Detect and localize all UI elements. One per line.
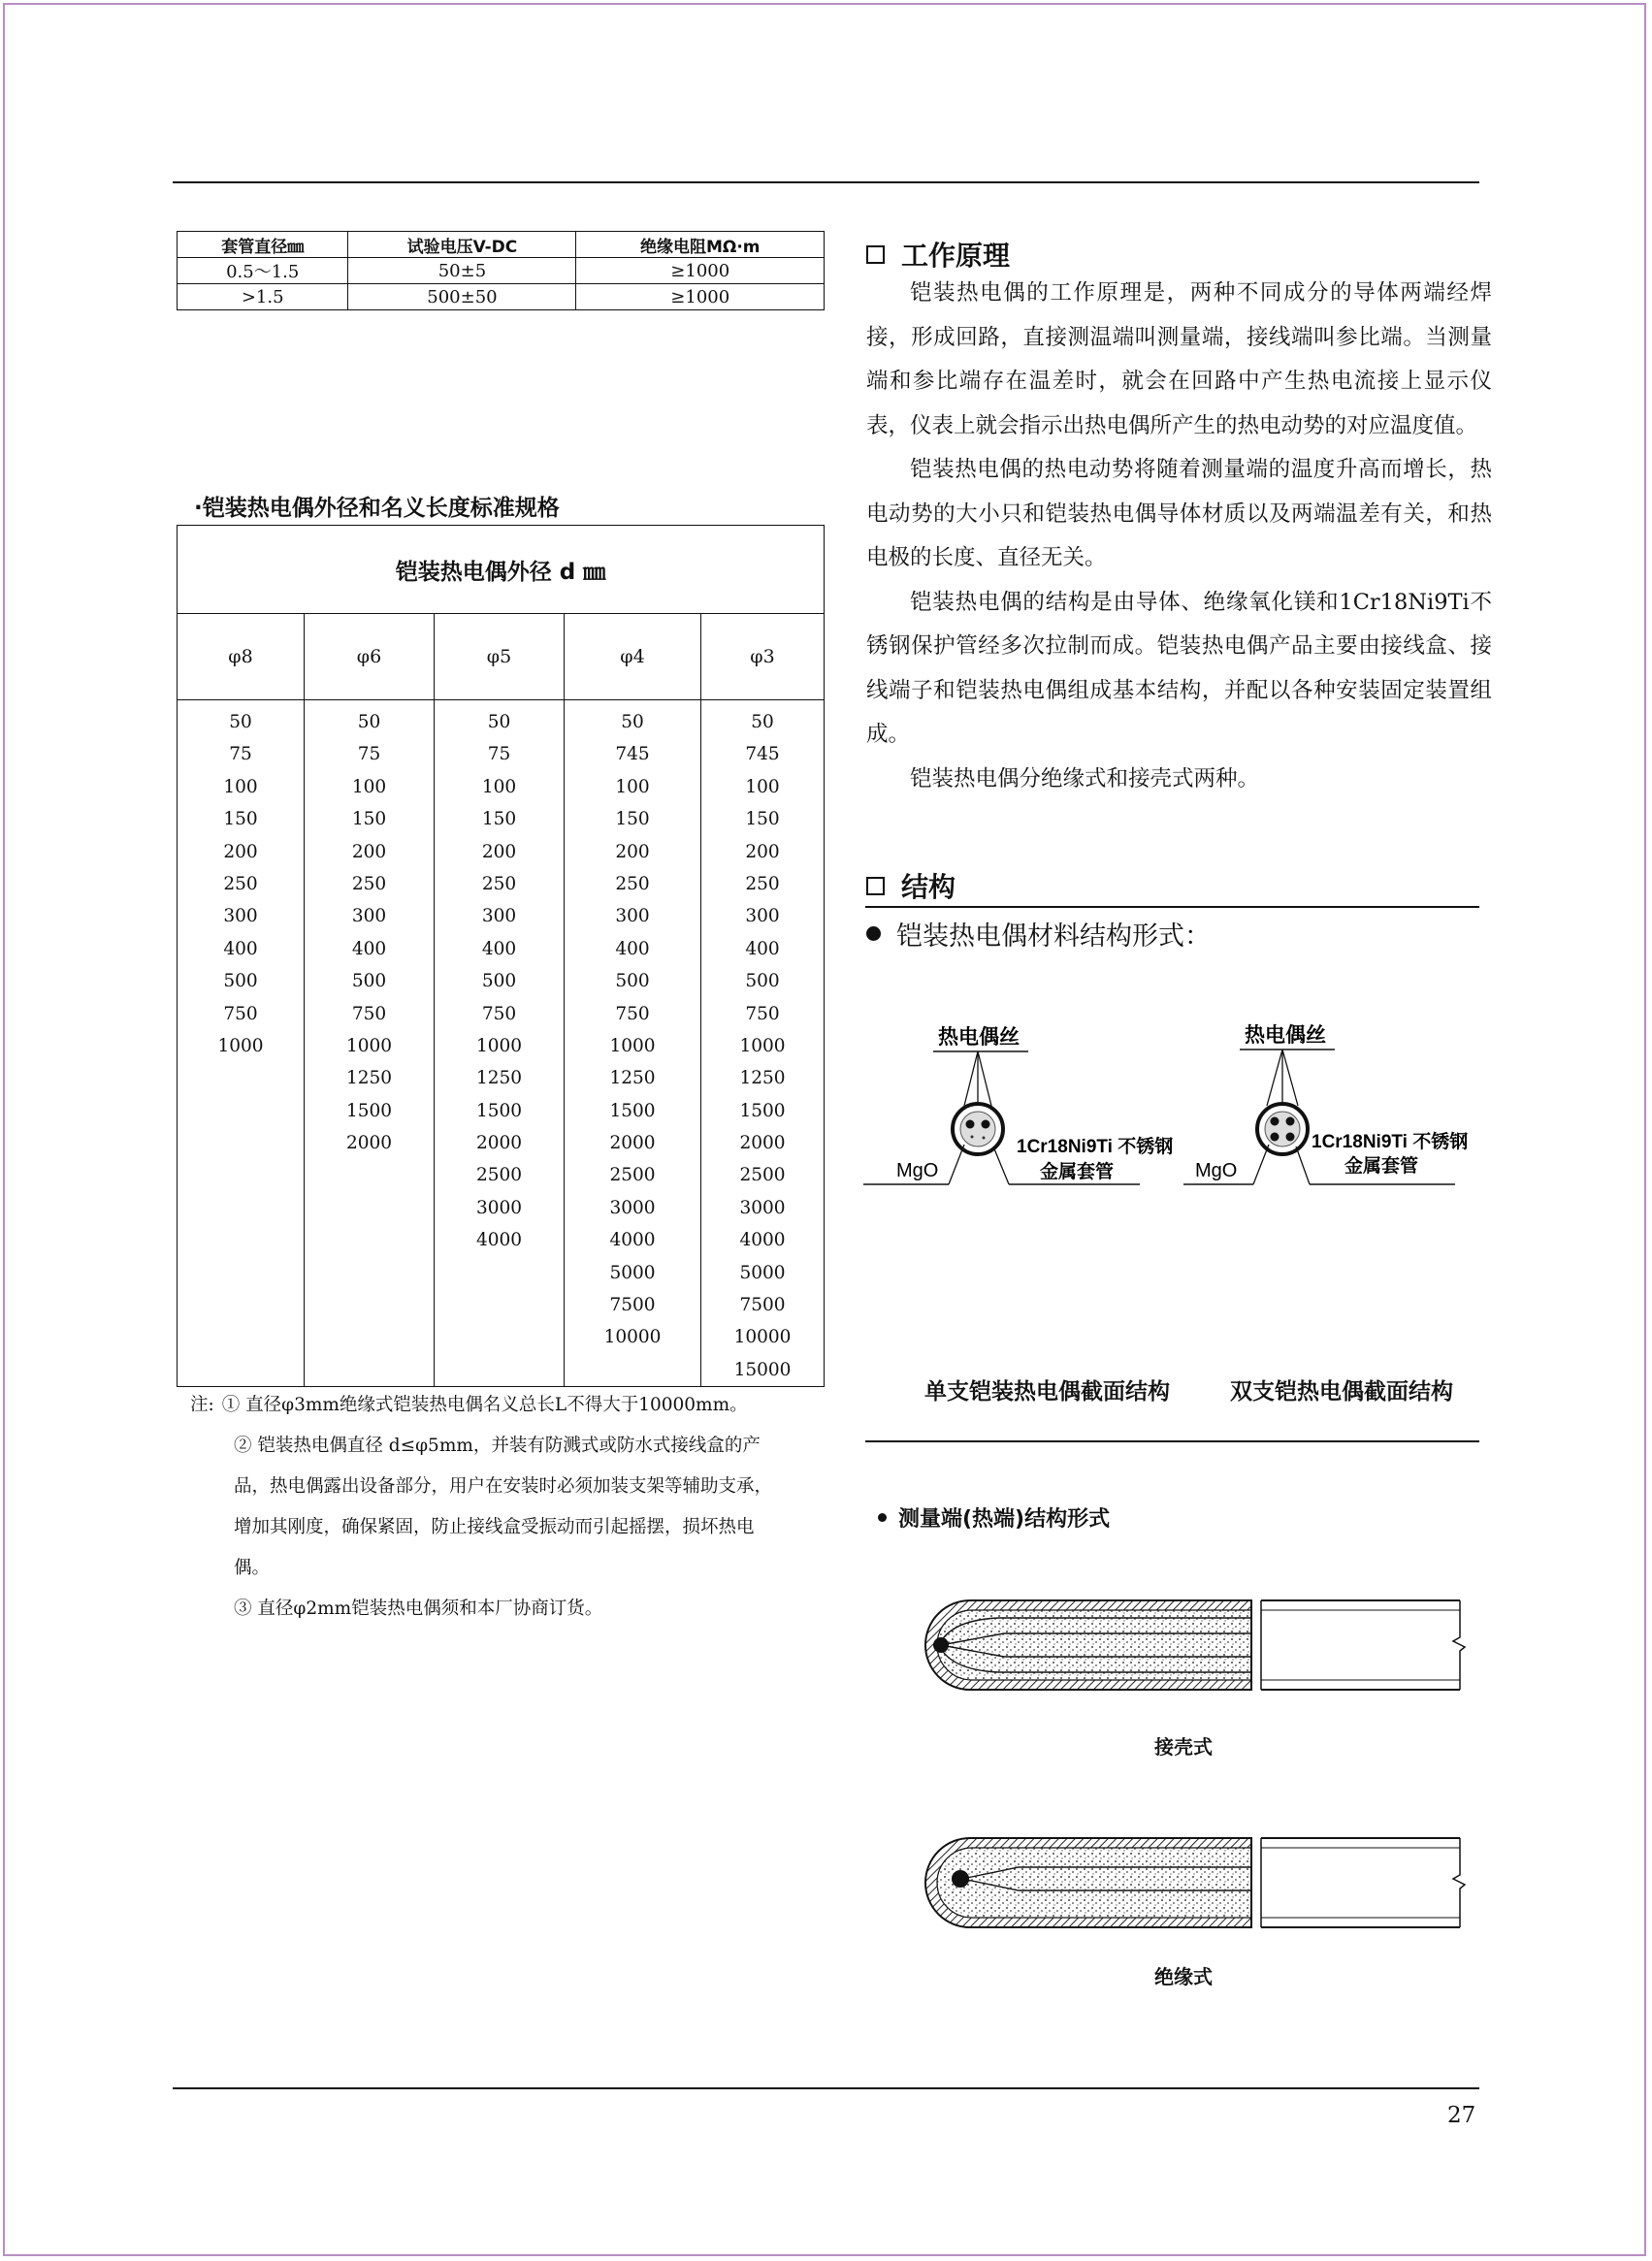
length-value: 4000 [739,1230,786,1251]
length-value: 150 [351,809,387,830]
diameter-header: φ8 [178,614,305,700]
length-value: 2000 [475,1133,523,1154]
length-value: 2500 [609,1165,656,1186]
length-value: 200 [615,841,650,862]
sheath-label-1-single: 1Cr18Ni9Ti 不锈钢 [1017,1137,1174,1157]
note-2-line: 偶。 [234,1558,271,1578]
checkbox-square-icon [866,245,885,264]
length-value: 750 [223,1003,258,1024]
spec-header-voltage: 试验电压V-DC [348,232,576,258]
length-value: 400 [615,938,650,959]
length-value: 200 [351,841,387,862]
length-value: 500 [351,971,387,992]
sheath-label-2-double: 金属套管 [1344,1156,1419,1177]
wire-label-double: 热电偶丝 [1245,1024,1326,1047]
junction-bullet [878,1502,1110,1533]
length-value: 2500 [475,1165,523,1186]
note-3: ③ 直径φ2mm铠装热电偶须和本厂协商订货。 [234,1599,603,1619]
note-2-line: 增加其刚度，确保紧固，防止接线盒受振动而引起摇摆，损坏热电 [234,1517,755,1537]
length-table [177,525,825,1387]
length-value: 1000 [217,1035,264,1056]
table-cell: 0.5～1.5 [178,258,348,284]
length-values-row [178,700,825,1387]
table-cell: >1.5 [178,284,348,310]
length-value: 7500 [739,1295,786,1316]
table-cell: 500±50 [348,284,576,310]
bullet-icon [878,1513,887,1522]
top-rule [173,181,1479,183]
length-value: 100 [351,776,387,797]
structure-heading [866,866,956,905]
table-cell: 50±5 [348,258,576,284]
bullet-icon [866,926,881,941]
grounded-label: 接壳式 [1154,1735,1213,1759]
note-label: 注: [190,1395,214,1415]
mgo-label-single: MgO [896,1160,939,1181]
spec-table-header [178,232,825,258]
length-value: 50 [357,712,381,732]
length-value: 400 [481,938,517,959]
length-value: 1500 [345,1100,393,1121]
length-value: 1250 [739,1068,786,1089]
single-cross-section [863,1025,1173,1184]
length-value: 250 [351,873,387,894]
length-value: 250 [223,873,258,894]
length-value: 1000 [345,1035,393,1056]
length-value: 100 [745,776,780,797]
material-bullet-text: 铠装热电偶材料结构形式： [896,921,1211,952]
length-value: 200 [745,841,780,862]
length-value: 1000 [609,1035,656,1056]
principle-body [866,272,1492,801]
length-value: 400 [223,938,258,959]
junction-bullet-text: 测量端(热端)结构形式 [898,1507,1111,1532]
length-value: 2000 [739,1133,786,1154]
length-value: 500 [615,971,650,992]
length-value: 500 [745,971,780,992]
length-value: 1250 [345,1068,393,1089]
length-value: 50 [751,712,774,732]
length-value: 300 [351,906,387,927]
length-value: 250 [615,873,650,894]
length-value: 750 [615,1003,650,1024]
table-cell: ≥1000 [576,284,825,310]
length-value: 150 [615,809,650,830]
length-value: 1500 [739,1100,786,1121]
length-value: 200 [481,841,517,862]
length-value: 300 [481,906,517,927]
notes [190,1385,830,1630]
length-value: 150 [481,809,517,830]
length-value: 1250 [475,1068,523,1089]
length-value: 50 [229,712,252,732]
principle-paragraph: 铠装热电偶的结构是由导体、绝缘氧化镁和1Cr18Ni9Ti不锈钢保护管经多次拉制而成。铠装热电偶产品主要由接线盒、接线端子和铠装热电偶组成基本结构，并配以各种安装固定装置组成。 [866,589,1492,747]
spec-header-diameter: 套管直径㎜ [178,232,348,258]
principle-paragraph: 铠装热电偶的工作原理是，两种不同成分的导体两端经焊接，形成回路，直接测温端叫测量端，接线端叫参比端。当测量端和参比端存在温差时，就会在回路中产生热电流接上显示仪表，仪表上就会指示出热电偶所产生的热电动势的对应温度值。 [866,280,1492,438]
length-column [178,700,305,1387]
length-value: 10000 [733,1327,792,1348]
caption-double: 双支铠热电偶截面结构 [1230,1379,1453,1405]
page-number: 27 [1447,2103,1476,2128]
length-value: 500 [223,971,258,992]
checkbox-square-icon [866,877,885,895]
cross-section-diagrams [863,1009,1494,1203]
length-table-caption: 铠装热电偶外径 d ㎜ [178,526,825,614]
length-column [565,700,701,1387]
length-value: 250 [481,873,517,894]
diameter-header: φ4 [565,614,701,700]
diameter-header: φ5 [435,614,565,700]
length-value: 1250 [609,1068,656,1089]
length-value: 745 [615,744,650,765]
length-value: 200 [223,841,258,862]
principle-paragraph: 铠装热电偶的热电动势将随着测量端的温度升高而增长，热电动势的大小只和铠装热电偶导体材质以及两端温差有关，和热电极的长度、直径无关。 [866,457,1492,570]
length-value: 100 [223,776,258,797]
note-1-text: ① 直径φ3mm绝缘式铠装热电偶名义总长L不得大于10000mm。 [221,1395,748,1415]
insulated-label: 绝缘式 [1154,1965,1213,1988]
length-value: 50 [487,712,511,732]
length-value: 750 [745,1003,780,1024]
length-value: 10000 [603,1327,662,1348]
length-value: 3000 [609,1197,656,1218]
double-cross-section [1183,1023,1468,1184]
length-value: 2000 [609,1133,656,1154]
length-value: 3000 [475,1197,523,1218]
structure-bottom-rule [865,1440,1479,1442]
length-value: 2500 [739,1165,786,1186]
length-value: 1000 [475,1035,523,1056]
note-1 [190,1385,830,1426]
structure-heading-text: 结构 [901,871,956,903]
spec-header-resistance: 绝缘电阻MΩ·m [576,232,825,258]
length-value: 400 [745,938,780,959]
wire-label-single: 热电偶丝 [938,1026,1020,1049]
length-value: 745 [745,744,780,765]
material-bullet [866,915,1211,953]
length-value: 50 [621,712,644,732]
length-value: 4000 [609,1230,656,1251]
length-value: 75 [229,744,252,765]
grounded-junction-drawing [912,1591,1474,1697]
length-value: 75 [487,744,511,765]
length-value: 15000 [733,1359,792,1380]
length-value: 3000 [739,1197,786,1218]
length-value: 250 [745,873,780,894]
length-value: 150 [745,809,780,830]
sheath-label-2-single: 金属套管 [1040,1162,1115,1182]
caption-single: 单支铠装热电偶截面结构 [924,1379,1170,1405]
table-row [178,258,825,284]
bottom-rule [173,2087,1479,2089]
diameter-header: φ3 [701,614,825,700]
diameter-row [178,614,825,700]
length-value: 2000 [345,1133,393,1154]
length-value: 150 [223,809,258,830]
length-value: 750 [481,1003,517,1024]
principle-heading-text: 工作原理 [901,240,1011,272]
length-value: 5000 [609,1262,656,1283]
length-column [305,700,435,1387]
spec-table [177,231,825,310]
length-column [701,700,825,1387]
length-value: 400 [351,938,387,959]
length-value: 1500 [609,1100,656,1121]
length-value: 500 [481,971,517,992]
length-value: 100 [481,776,517,797]
length-value: 4000 [475,1230,523,1251]
length-value: 7500 [609,1295,656,1316]
length-value: 100 [615,776,650,797]
length-value: 1500 [475,1100,523,1121]
table-row [178,284,825,310]
length-value: 75 [357,744,381,765]
diameter-header: φ6 [305,614,435,700]
table-cell: ≥1000 [576,258,825,284]
length-value: 1000 [739,1035,786,1056]
principle-heading [866,235,1010,274]
sheath-label-1-double: 1Cr18Ni9Ti 不锈钢 [1312,1132,1469,1152]
note-2-line: 品，热电偶露出设备部分，用户在安装时必须加装支架等辅助支承， [234,1476,773,1497]
length-value: 300 [745,906,780,927]
note-2-line: ② 铠装热电偶直径 d≤φ5mm，并装有防溅式或防水式接线盒的产 [234,1436,761,1456]
length-value: 5000 [739,1262,786,1283]
length-value: 300 [223,906,258,927]
principle-paragraph: 铠装热电偶分绝缘式和接壳式两种。 [910,765,1260,791]
length-value: 300 [615,906,650,927]
insulated-junction-drawing [912,1828,1474,1935]
length-value: 750 [351,1003,387,1024]
length-column [435,700,565,1387]
mgo-label-double: MgO [1195,1160,1238,1181]
structure-rule [865,906,1479,908]
length-section-title: ·铠装热电偶外径和名义长度标准规格 [194,496,560,521]
